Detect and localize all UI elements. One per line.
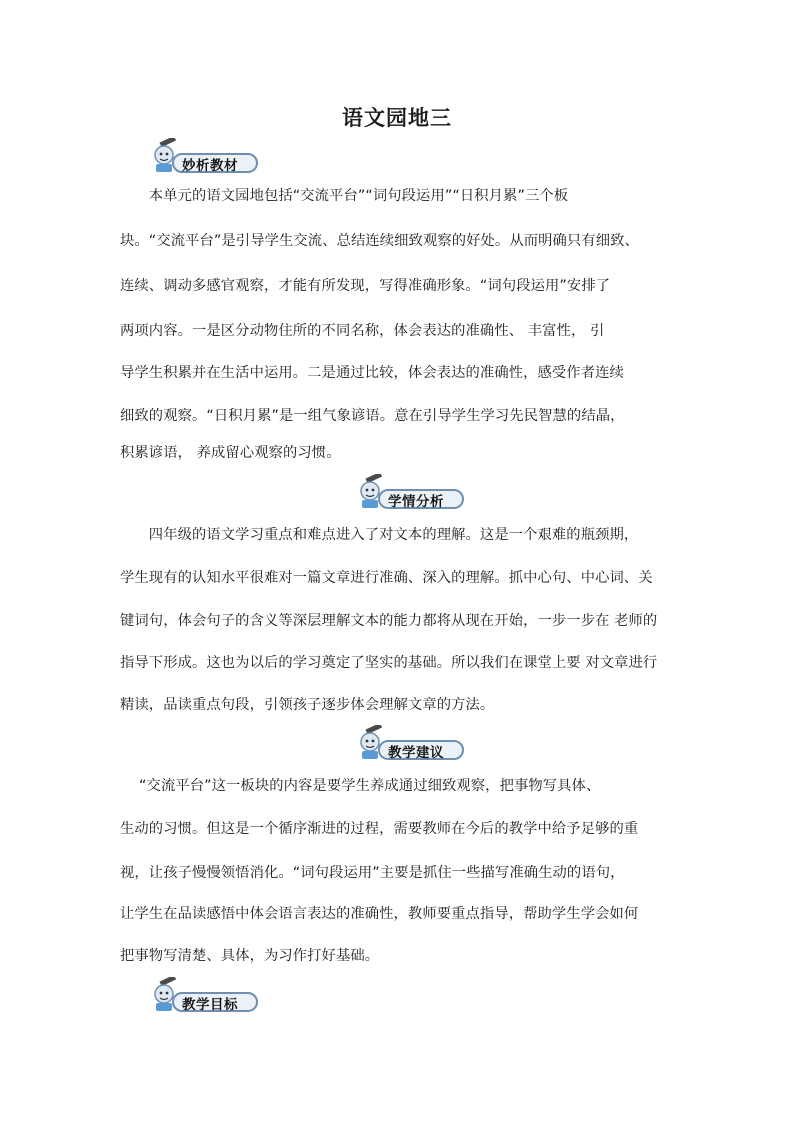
text-line: 把事物写清楚、具体，为习作打好基础。 (120, 948, 380, 964)
section-badge-learning (356, 482, 468, 512)
text-line: 指导下形成。这也为以后的学习奠定了坚实的基础。所以我们在课堂上要 对文章进行 (120, 655, 658, 671)
section-badge-objectives (150, 985, 262, 1015)
section-badge-suggestions (356, 733, 468, 763)
text-line: 两项内容。一是区分动物住所的不同名称，体会表达的准确性、 丰富性， 引 (120, 323, 605, 339)
section-label: 教学建议 (388, 745, 444, 761)
text-line: 四年级的语文学习重点和难点进入了对文本的理解。这是一个艰难的瓶颈期， (120, 527, 639, 543)
section-label: 教学目标 (182, 997, 238, 1013)
section-label: 妙析教材 (182, 158, 238, 174)
text-line: 学生现有的认知水平很难对一篇文章进行准确、深入的理解。抓中心句、中心词、关 (120, 570, 653, 586)
text-line: “交流平台”这一板块的内容是要学生养成通过细致观察，把事物写具体、 (120, 778, 601, 794)
section-badge-analysis (150, 146, 262, 176)
text-line: 生动的习惯。但这是一个循序渐进的过程，需要教师在今后的教学中给予足够的重 (120, 821, 639, 837)
text-line: 让学生在品读感悟中体会语言表达的准确性，教师要重点指导，帮助学生学会如何 (120, 906, 639, 922)
page-title: 语文园地三 (342, 106, 452, 130)
text-line: 细致的观察。“日积月累”是一组气象谚语。意在引导学生学习先民智慧的结晶， (120, 408, 625, 424)
text-line: 键词句，体会句子的含义等深层理解文本的能力都将从现在开始，一步一步在 老师的 (120, 613, 658, 629)
text-line: 精读，品读重点句段，引领孩子逐步体会理解文章的方法。 (120, 697, 495, 713)
section-label: 学情分析 (388, 494, 444, 510)
text-line: 积累谚语， 养成留心观察的习惯。 (120, 445, 341, 461)
text-line: 连续、调动多感官观察，才能有所发现，写得准确形象。“词句段运用”安排了 (120, 278, 611, 294)
text-line: 视，让孩子慢慢领悟消化。“词句段运用”主要是抓住一些描写准确生动的语句， (120, 865, 625, 881)
text-line: 导学生积累并在生活中运用。二是通过比较，体会表达的准确性，感受作者连续 (120, 365, 624, 381)
text-line: 块。“交流平台”是引导学生交流、总结连续细致观察的好处。从而明确只有细致、 (120, 233, 639, 249)
text-line: 本单元的语文园地包括“交流平台”“词句段运用”“日积月累”三个板 (120, 188, 569, 204)
